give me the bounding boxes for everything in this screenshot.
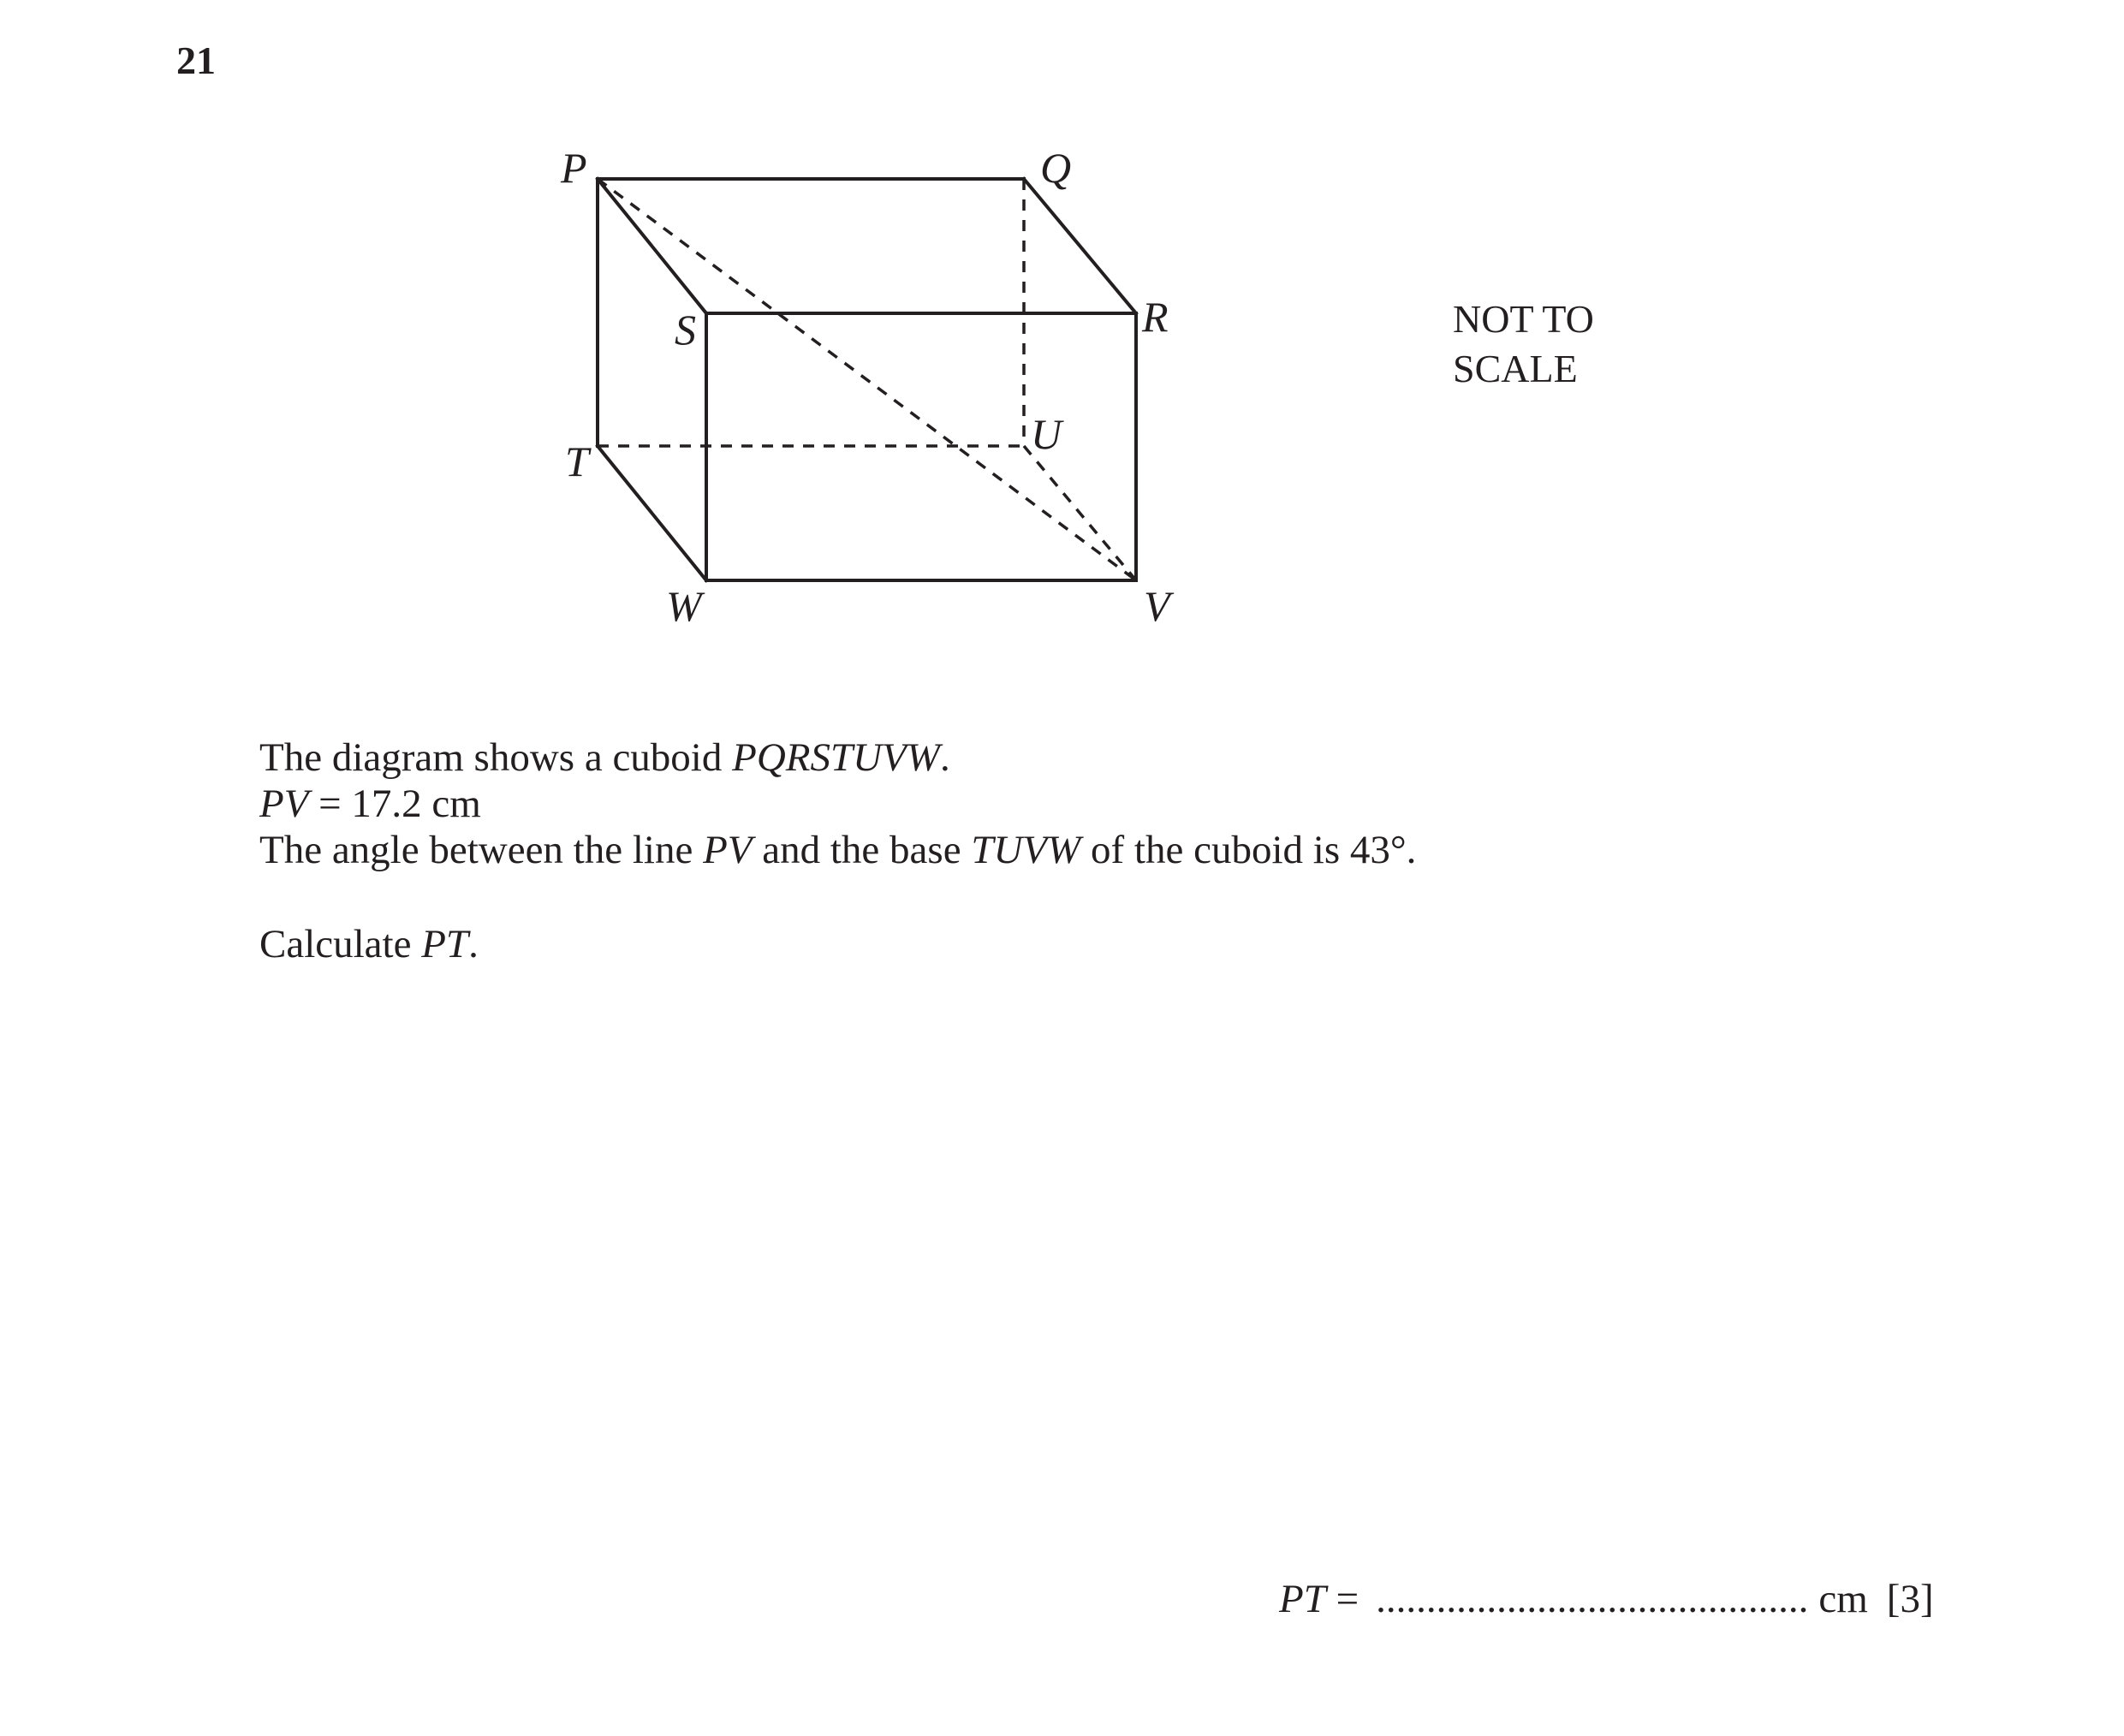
answer-blank[interactable]: ........................................... <box>1376 1577 1809 1621</box>
stem-line-4-c: . <box>468 922 479 966</box>
cuboid-name: PQRSTUVW <box>732 735 940 780</box>
note-line-2: SCALE <box>1453 347 1578 390</box>
edge-tw <box>598 446 706 580</box>
cuboid-diagram <box>0 0 2124 685</box>
vertex-label-v: V <box>1144 582 1170 630</box>
question-stem <box>259 734 1416 967</box>
stem-line-1-end: . <box>939 735 950 780</box>
stem-line-3-e: of the cuboid is 43°. <box>1080 828 1417 872</box>
stem-line-3 <box>259 827 1416 873</box>
stem-line-3-c: and the base <box>752 828 972 872</box>
pv-value: = 17.2 cm <box>308 782 481 826</box>
vertex-label-w: W <box>666 582 702 630</box>
stem-line-1-text: The diagram shows a cuboid <box>259 735 733 780</box>
vertex-label-q: Q <box>1040 144 1072 192</box>
pv-label: PV <box>259 782 309 826</box>
vertex-label-t: T <box>565 437 589 485</box>
answer-equals: = <box>1325 1577 1359 1621</box>
diagonal-pv <box>598 179 1136 580</box>
vertex-label-p: P <box>561 144 587 192</box>
marks-indicator: [3] <box>1886 1577 1934 1621</box>
stem-line-4-b: PT <box>421 922 469 966</box>
note-line-1: NOT TO <box>1453 297 1594 341</box>
vertex-label-r: R <box>1142 293 1169 341</box>
stem-line-3-d: TUVW <box>971 828 1081 872</box>
edge-qr <box>1024 179 1136 313</box>
question-number: 21 <box>176 39 216 82</box>
stem-line-4-a: Calculate <box>259 922 422 966</box>
not-to-scale-note <box>1453 294 1594 394</box>
stem-line-4 <box>259 921 1416 967</box>
stem-line-1 <box>259 734 1416 781</box>
answer-label: PT <box>1279 1577 1326 1621</box>
stem-line-3-a: The angle between the line <box>259 828 704 872</box>
answer-unit: cm <box>1818 1577 1868 1621</box>
answer-line <box>1279 1573 1934 1625</box>
vertex-label-s: S <box>675 306 696 354</box>
stem-line-2 <box>259 781 1416 827</box>
stem-line-3-b: PV <box>703 828 753 872</box>
edge-uv <box>1024 446 1136 580</box>
edge-ps <box>598 179 706 313</box>
vertex-label-u: U <box>1031 410 1062 458</box>
